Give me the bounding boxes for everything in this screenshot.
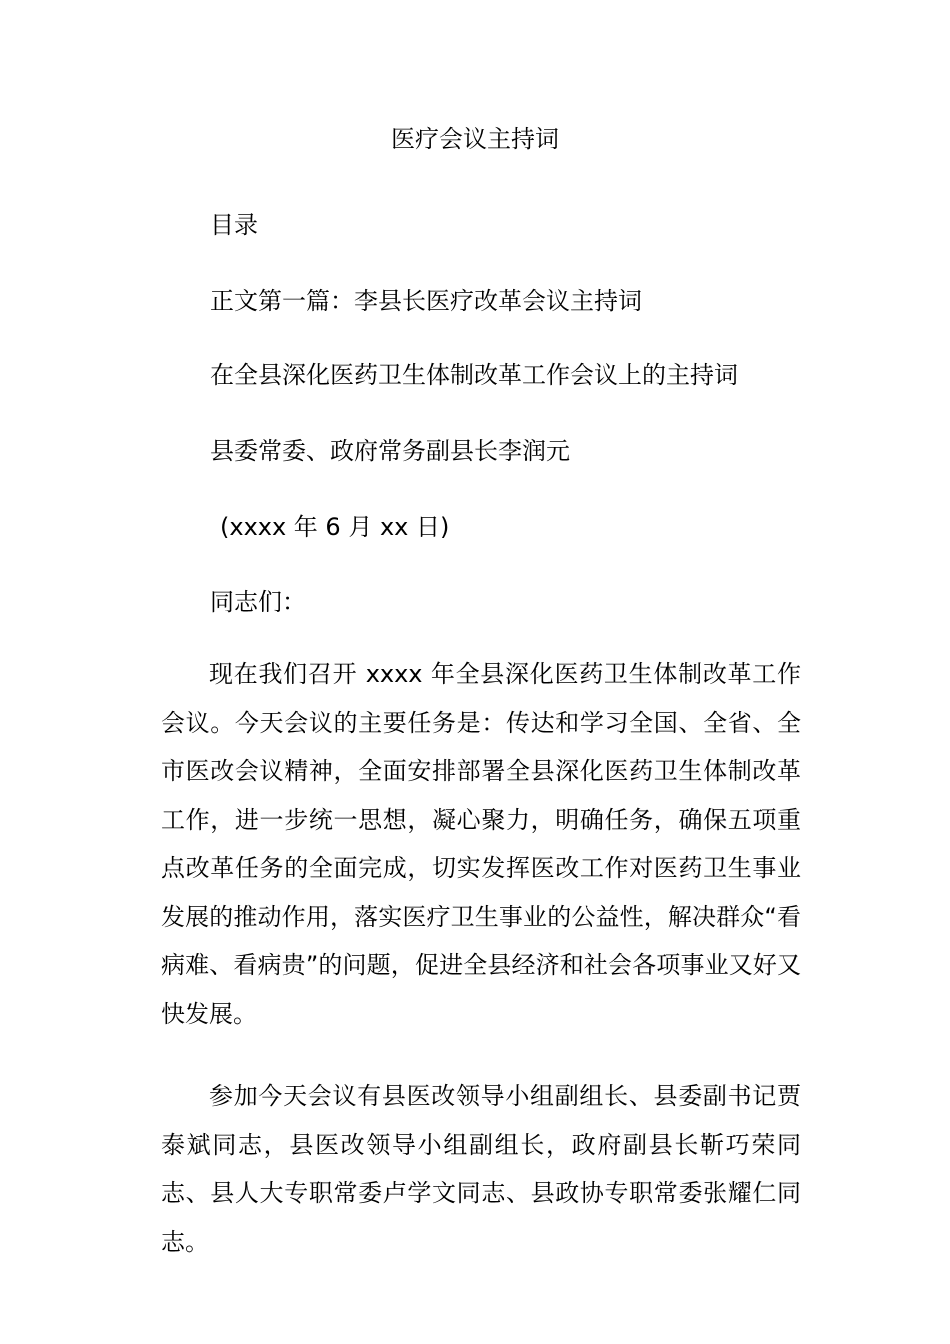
greeting: 同志们： [210, 588, 306, 616]
document-title: 医疗会议主持词 [391, 125, 559, 153]
speech-date: (xxxx 年 6 月 xx 日) [220, 513, 450, 541]
toc-heading: 目录 [210, 211, 258, 239]
body-paragraph: 参加今天会议有县医改领导小组副组长、县委副书记贾泰斌同志，县医改领导小组副组长，政府副县长靳巧荣同志、县人大专职常委卢学文同志、县政协专职常委张耀仁同志。 [161, 1082, 801, 1256]
speech-occasion: 在全县深化医药卫生体制改革工作会议上的主持词 [210, 361, 738, 389]
body-paragraph: 现在我们召开 xxxx 年全县深化医药卫生体制改革工作会议。今天会议的主要任务是：传达和学习全国、全省、全市医改会议精神，全面安排部署全县深化医药卫生体制改革工作，进一步统一思想，凝心聚力，明确任务，确保五项重点改革任务的全面完成，切实发挥医改工作对医药卫生事业发展的推动作用，落实医疗卫生事业的公益性，解决群众“看病难、看病贵”的问题，促进全县经济和社会各项事业又好又快发展。 [161, 660, 801, 1028]
speaker-name: 县委常委、政府常务副县长李润元 [210, 437, 570, 465]
chapter-heading: 正文第一篇：李县长医疗改革会议主持词 [210, 287, 642, 315]
